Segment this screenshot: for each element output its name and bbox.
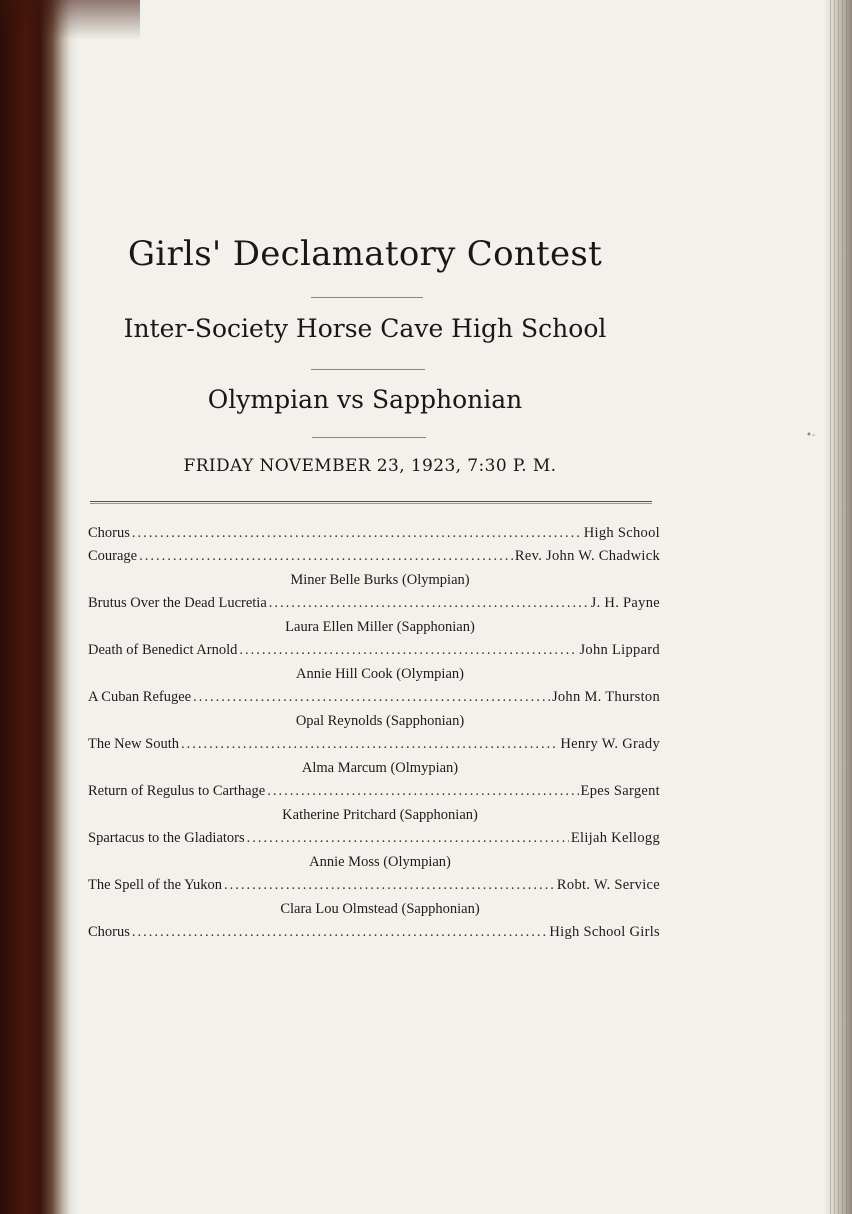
piece-title: Courage [88,548,138,564]
program-row [88,545,660,568]
dot-leader [132,522,582,545]
dot-leader [269,592,589,615]
page-title: Girls' Declamatory Contest [127,234,603,274]
program-row [88,874,660,897]
piece-title: Chorus [88,924,130,940]
paper-speck: •- [806,430,816,441]
piece-author: High School Girls [549,924,660,940]
program-row [88,592,660,615]
speaker-name: Katherine Pritchard (Sapphonian) [282,807,478,823]
piece-title: The New South [88,736,180,752]
book-binding [0,0,78,1214]
piece-author: Rev. John W. Chadwick [514,548,660,564]
dot-leader [239,639,577,662]
dot-leader [132,921,547,944]
program-list [88,522,660,944]
piece-author: Elijah Kellogg [570,830,660,846]
dot-leader [139,545,513,568]
piece-author: High School [583,525,660,541]
matchup-line: Olympian vs Sapphonian [207,385,523,414]
dot-leader [193,686,550,709]
program-row [88,921,660,944]
speaker-name: Clara Lou Olmstead (Sapphonian) [280,901,480,917]
piece-author: Epes Sargent [580,783,660,799]
program-row [88,733,660,756]
piece-title: Spartacus to the Gladiators [88,830,245,846]
program-row [88,686,660,709]
program-row [88,639,660,662]
binding-shadow [0,0,140,40]
dot-leader [247,827,569,850]
divider [311,297,423,298]
program-row [88,780,660,803]
piece-title: Brutus Over the Dead Lucretia [88,595,267,611]
page-subtitle: Inter-Society Horse Cave High School [123,314,607,343]
speaker-name: Annie Hill Cook (Olympian) [296,666,464,682]
piece-author: John Lippard [579,642,660,658]
speaker-name: Annie Moss (Olympian) [309,854,451,870]
piece-author: J. H. Payne [590,595,660,611]
divider [312,437,426,438]
piece-author: Henry W. Grady [560,736,660,752]
program-divider [90,501,652,504]
piece-title: Death of Benedict Arnold [88,642,238,658]
dot-leader [224,874,555,897]
program-row [88,522,660,545]
speaker-name: Opal Reynolds (Sapphonian) [295,713,465,729]
dot-leader [181,733,558,756]
piece-title: Return of Regulus to Carthage [88,783,266,799]
dot-leader [267,780,578,803]
speaker-name: Laura Ellen Miller (Sapphonian) [285,619,475,635]
piece-author: Robt. W. Service [556,877,660,893]
speaker-name: Miner Belle Burks (Olympian) [290,572,470,588]
program-row [88,827,660,850]
page-edge-lines [830,0,848,1214]
speaker-name: Alma Marcum (Olmypian) [301,760,459,776]
divider [311,369,425,370]
piece-author: John M. Thurston [551,689,660,705]
piece-title: Chorus [88,525,130,541]
piece-title: The Spell of the Yukon [88,877,222,893]
event-date: FRIDAY NOVEMBER 23, 1923, 7:30 P. M. [183,456,557,476]
piece-title: A Cuban Refugee [88,689,192,705]
